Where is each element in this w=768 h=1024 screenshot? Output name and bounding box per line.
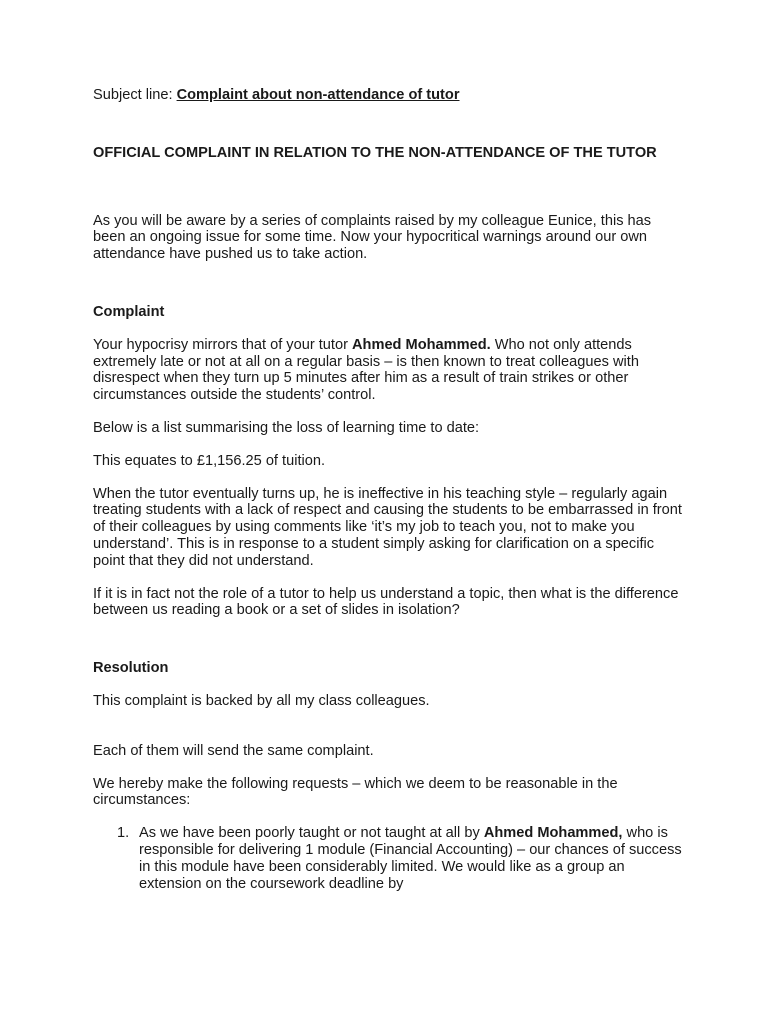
resolution-paragraph-2: Each of them will send the same complaint.	[93, 742, 374, 759]
subject-line	[93, 87, 683, 104]
resolution-paragraph-3: We hereby make the following requests – which we deem to be reasonable in the circumstances:	[93, 775, 618, 809]
list-item	[93, 825, 683, 892]
complaint-paragraph-1	[93, 337, 683, 404]
complaint-paragraph-4: When the tutor eventually turns up, he is ineffective in his teaching style – regularly again treating students with a lack of respect and causing the students to be embarrassed in front of their colleagues by using comments like ‘it’s my job to teach you, not to make you understand’. This is in response to a student simply asking for clarification on a specific point that they did not understand.	[93, 485, 682, 569]
complaint-paragraph-3: This equates to £1,156.25 of tuition.	[93, 452, 326, 469]
document-title: OFFICIAL COMPLAINT IN RELATION TO THE NON-ATTENDANCE OF THE TUTOR	[93, 144, 657, 161]
tutor-name: Ahmed Mohammed.	[352, 336, 491, 353]
requests-list	[93, 825, 683, 892]
request-tutor-name: Ahmed Mohammed,	[483, 825, 623, 842]
intro-paragraph: As you will be aware by a series of complaints raised by my colleague Eunice, this has been an ongoing issue for some time. Now your hypocritical warnings around our own attendance have pushed us to take action.	[93, 212, 652, 263]
document-page	[93, 87, 683, 892]
request-text-start: As we have been poorly taught or not taught at all by	[139, 825, 484, 842]
complaint-heading: Complaint	[93, 303, 165, 320]
subject-text: Complaint about non-attendance of tutor	[176, 87, 460, 103]
request-text-end: who is responsible for delivering 1 module (Financial Accounting) – our chances of success in this module have been considerably limited. We would like as a group an extension on the coursework deadline by	[139, 825, 682, 892]
list-item-number: 1.	[117, 825, 130, 842]
complaint-paragraph-5: If it is in fact not the role of a tutor to help us understand a topic, then what is the difference between us reading a book or a set of slides in isolation?	[93, 585, 679, 619]
complaint-p1-end: Who not only attends extremely late or not at all on a regular basis – is then known to treat colleagues with disrespect when they turn up 5 minutes after him as a result of train strikes or other circumstances outside the students’ control.	[93, 336, 639, 404]
resolution-heading: Resolution	[93, 660, 169, 677]
complaint-p1-start: Your hypocrisy mirrors that of your tutor	[93, 336, 353, 353]
resolution-paragraph-1: This complaint is backed by all my class colleagues.	[93, 692, 430, 709]
subject-label: Subject line:	[93, 87, 177, 103]
complaint-paragraph-2: Below is a list summarising the loss of learning time to date:	[93, 419, 480, 436]
